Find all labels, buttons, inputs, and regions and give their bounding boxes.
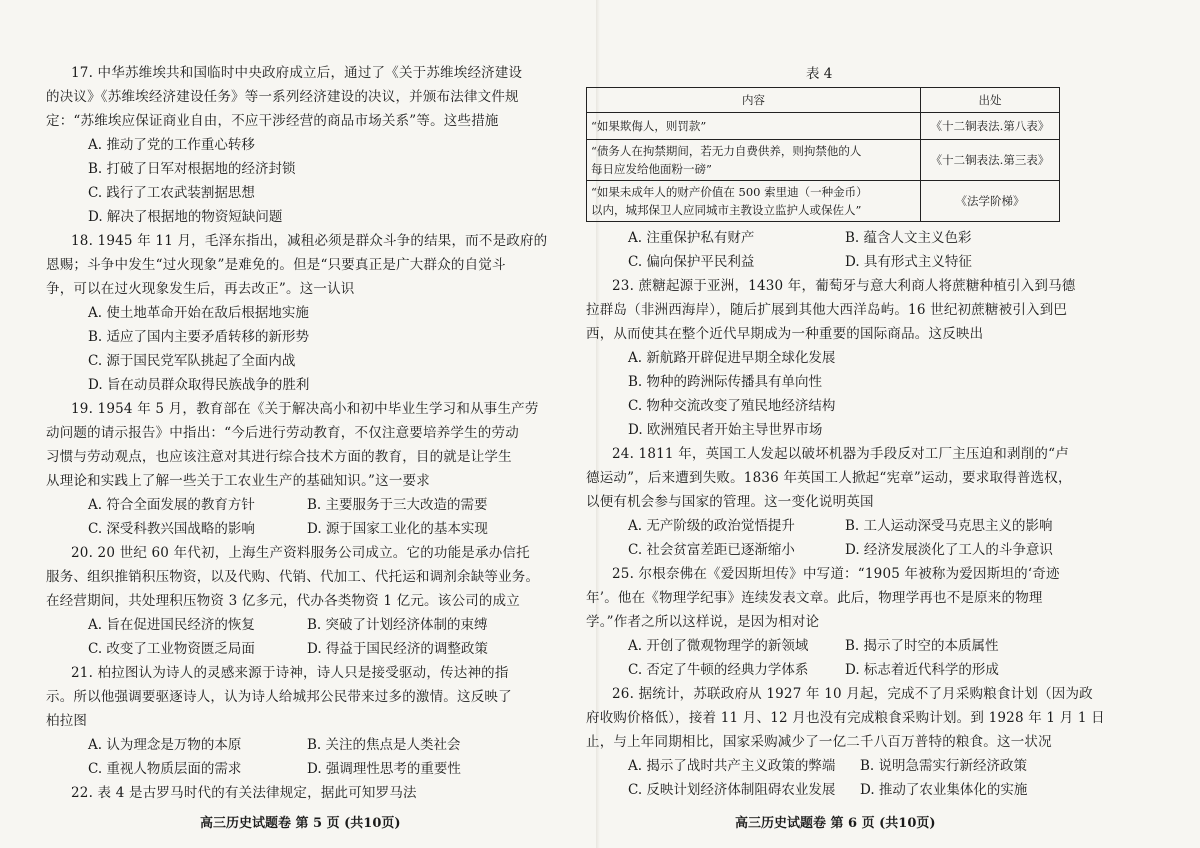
q20-option-c[interactable]: C. 改变了工业物资匮乏局面 bbox=[88, 641, 255, 657]
q23-line: 23. 蔗糖起源于亚洲，1430 年，葡萄牙与意大利商人将蔗糖种植引入到马德 bbox=[612, 278, 1076, 294]
q18-line: 恩赐；斗争中发生“过火现象”是难免的。但是“只要真正是广大群众的自觉斗 bbox=[46, 257, 506, 273]
q18-option-b[interactable]: B. 适应了国内主要矛盾转移的新形势 bbox=[88, 329, 310, 345]
q20-line: 在经营期间，共处理积压物资 3 亿多元，代办各类物资 1 亿元。该公司的成立 bbox=[46, 593, 520, 609]
q17-option-c[interactable]: C. 践行了工农武装割据思想 bbox=[88, 185, 255, 201]
q18-line: 18. 1945 年 11 月，毛泽东指出，减租必须是群众斗争的结果，而不是政府的 bbox=[71, 233, 548, 249]
q19-option-c[interactable]: C. 深受科教兴国战略的影响 bbox=[88, 521, 255, 537]
q20-line: 服务、组织推销积压物资，以及代购、代销、代加工、代托运和调剂余缺等业务。 bbox=[46, 569, 540, 585]
q21-option-a[interactable]: A. 认为理念是万物的本原 bbox=[88, 737, 242, 753]
q25-line: 年’。他在《物理学纪事》连续发表文章。此后，物理学再也不是原来的物理 bbox=[586, 590, 1043, 606]
q19-option-b[interactable]: B. 主要服务于三大改造的需要 bbox=[307, 497, 488, 513]
q23-option-c[interactable]: C. 物种交流改变了殖民地经济结构 bbox=[628, 398, 836, 414]
table-header-source: 出处 bbox=[921, 88, 1060, 113]
q19-option-a[interactable]: A. 符合全面发展的教育方针 bbox=[88, 497, 255, 513]
q24-option-c[interactable]: C. 社会贫富差距已逐渐缩小 bbox=[628, 542, 795, 558]
q22-stem: 22. 表 4 是古罗马时代的有关法律规定，据此可知罗马法 bbox=[71, 785, 417, 801]
q24-option-d[interactable]: D. 经济发展淡化了工人的斗争意识 bbox=[845, 542, 1053, 558]
q23-option-a[interactable]: A. 新航路开辟促进早期全球化发展 bbox=[628, 350, 836, 366]
q18-line: 争，可以在过火现象发生后，再去改正”。这一认识 bbox=[46, 281, 355, 297]
law-table bbox=[586, 87, 1060, 222]
table-cell-source: 《法学阶梯》 bbox=[921, 181, 1060, 222]
q26-line: 26. 据统计，苏联政府从 1927 年 10 月起，完成不了月采购粮食计划（因为政 bbox=[612, 686, 1093, 702]
q19-option-d[interactable]: D. 源于国家工业化的基本实现 bbox=[307, 521, 488, 537]
q23-line: 西，从而使其在整个近代早期成为一种重要的国际商品。这反映出 bbox=[586, 326, 984, 342]
q21-option-d[interactable]: D. 强调理性思考的重要性 bbox=[307, 761, 461, 777]
q26-line: 止，与上年同期相比，国家采购减少了一亿二千八百万普特的粮食。这一状况 bbox=[586, 734, 1052, 750]
q17-option-b[interactable]: B. 打破了日军对根据地的经济封锁 bbox=[88, 161, 296, 177]
table-cell-content: “债务人在拘禁期间，若无力自费供养，则拘禁他的人 每日应发给他面粉一磅” bbox=[587, 140, 921, 181]
q21-option-c[interactable]: C. 重视人物质层面的需求 bbox=[88, 761, 242, 777]
q26-option-b[interactable]: B. 说明急需实行新经济政策 bbox=[860, 758, 1028, 774]
table-title: 表 4 bbox=[806, 66, 833, 82]
table-header-content: 内容 bbox=[587, 88, 921, 113]
q25-option-b[interactable]: B. 揭示了时空的本质属性 bbox=[845, 638, 999, 654]
q23-line: 拉群岛（非洲西海岸），随后扩展到其他大西洋岛屿。16 世纪初蔗糖被引入到巴 bbox=[586, 302, 1068, 318]
q26-option-a[interactable]: A. 揭示了战时共产主义政策的弊端 bbox=[628, 758, 836, 774]
q22-option-d[interactable]: D. 具有形式主义特征 bbox=[845, 254, 972, 270]
table-row bbox=[587, 181, 1060, 222]
q24-option-a[interactable]: A. 无产阶级的政治觉悟提升 bbox=[628, 518, 795, 534]
q19-line: 从理论和实践上了解一些关于工农业生产的基础知识。”这一要求 bbox=[46, 473, 430, 489]
q17-option-d[interactable]: D. 解决了根据地的物资短缺问题 bbox=[88, 209, 283, 225]
q24-line: 德运动”，后来遭到失败。1836 年英国工人掀起“宪章”运动，要求取得普选权， bbox=[586, 470, 1072, 486]
page-footer-left: 高三历史试题卷 第 5 页 (共10页) bbox=[200, 816, 401, 831]
q17-line: 17. 中华苏维埃共和国临时中央政府成立后，通过了《关于苏维埃经济建设 bbox=[71, 65, 523, 81]
q19-line: 动问题的请示报告》中指出：“今后进行劳动教育，不仅注意要培养学生的劳动 bbox=[46, 425, 519, 441]
q18-option-c[interactable]: C. 源于国民党军队挑起了全面内战 bbox=[88, 353, 296, 369]
q24-line: 24. 1811 年，英国工人发起以破坏机器为手段反对工厂主压迫和剥削的“卢 bbox=[612, 446, 1069, 462]
q22-option-a[interactable]: A. 注重保护私有财产 bbox=[628, 230, 755, 246]
q22-option-c[interactable]: C. 偏向保护平民利益 bbox=[628, 254, 755, 270]
q25-option-a[interactable]: A. 开创了微观物理学的新领域 bbox=[628, 638, 809, 654]
q20-option-d[interactable]: D. 得益于国民经济的调整政策 bbox=[307, 641, 488, 657]
table-row bbox=[587, 113, 1060, 140]
q26-line: 府收购价格低），接着 11 月、12 月也没有完成粮食采购计划。到 1928 年 1 月 1 日 bbox=[586, 710, 1105, 726]
q23-option-d[interactable]: D. 欧洲殖民者开始主导世界市场 bbox=[628, 422, 823, 438]
q21-line: 柏拉图 bbox=[46, 713, 88, 729]
q25-line: 25. 尔根奈佛在《爱因斯坦传》中写道：“1905 年被称为爱因斯坦的‘奇迹 bbox=[612, 566, 1060, 582]
table-cell-content: “如果未成年人的财产价值在 500 索里迪（一种金币） 以内，城邦保卫人应同城市主教设立监护人或保佐人” bbox=[587, 181, 921, 222]
q22-option-b[interactable]: B. 蕴含人文主义色彩 bbox=[845, 230, 972, 246]
q21-line: 示。所以他强调要驱逐诗人，认为诗人给城邦公民带来过多的激情。这反映了 bbox=[46, 689, 512, 705]
q24-line: 以便有机会参与国家的管理。这一变化说明英国 bbox=[586, 494, 874, 510]
table-row bbox=[587, 140, 1060, 181]
q25-option-c[interactable]: C. 否定了牛顿的经典力学体系 bbox=[628, 662, 809, 678]
q17-line: 的决议》《苏维埃经济建设任务》等一系列经济建设的决议，并颁布法律文件规 bbox=[46, 89, 519, 105]
q25-line: 学。”作者之所以这样说，是因为相对论 bbox=[586, 614, 820, 630]
q19-line: 19. 1954 年 5 月，教育部在《关于解决高小和初中毕业生学习和从事生产劳 bbox=[71, 401, 539, 417]
q18-option-d[interactable]: D. 旨在动员群众取得民族战争的胜利 bbox=[88, 377, 310, 393]
q21-line: 21. 柏拉图认为诗人的灵感来源于诗神，诗人只是接受驱动，传达神的指 bbox=[71, 665, 509, 681]
q25-option-d[interactable]: D. 标志着近代科学的形成 bbox=[845, 662, 999, 678]
q24-option-b[interactable]: B. 工人运动深受马克思主义的影响 bbox=[845, 518, 1053, 534]
table-cell-source: 《十二铜表法.第八表》 bbox=[921, 113, 1060, 140]
q20-option-b[interactable]: B. 突破了计划经济体制的束缚 bbox=[307, 617, 488, 633]
q21-option-b[interactable]: B. 关注的焦点是人类社会 bbox=[307, 737, 461, 753]
q19-line: 习惯与劳动观点，也应该注意对其进行综合技术方面的教育，目的就是让学生 bbox=[46, 449, 512, 465]
q26-option-d[interactable]: D. 推动了农业集体化的实施 bbox=[860, 782, 1028, 798]
q17-line: 定：“苏维埃应保证商业自由，不应干涉经营的商品市场关系”等。这些措施 bbox=[46, 113, 499, 129]
q18-option-a[interactable]: A. 使土地革命开始在敌后根据地实施 bbox=[88, 305, 309, 321]
q20-line: 20. 20 世纪 60 年代初，上海生产资料服务公司成立。它的功能是承办信托 bbox=[71, 545, 530, 561]
q17-option-a[interactable]: A. 推动了党的工作重心转移 bbox=[88, 137, 255, 153]
q26-option-c[interactable]: C. 反映计划经济体制阻碍农业发展 bbox=[628, 782, 836, 798]
q20-option-a[interactable]: A. 旨在促进国民经济的恢复 bbox=[88, 617, 255, 633]
table-cell-content: “如果欺侮人，则罚款” bbox=[587, 113, 921, 140]
table-header-row bbox=[587, 88, 1060, 113]
page-footer-right: 高三历史试题卷 第 6 页 (共10页) bbox=[735, 816, 936, 831]
q23-option-b[interactable]: B. 物种的跨洲际传播具有单向性 bbox=[628, 374, 823, 390]
table-cell-source: 《十二铜表法.第三表》 bbox=[921, 140, 1060, 181]
